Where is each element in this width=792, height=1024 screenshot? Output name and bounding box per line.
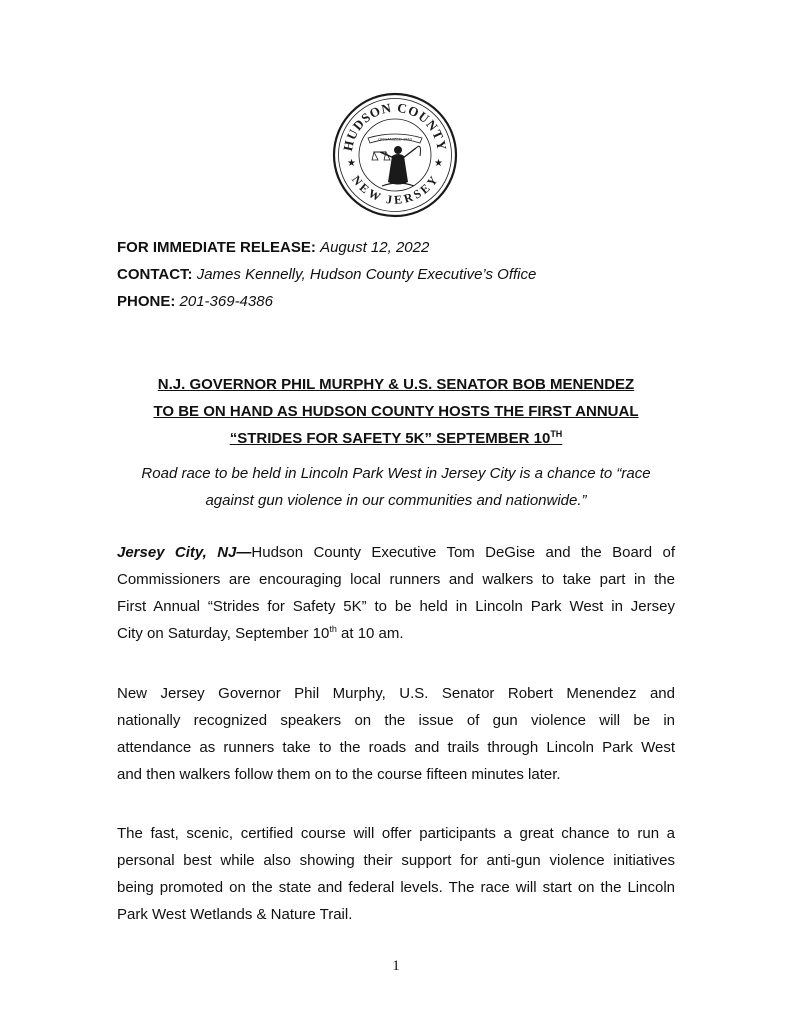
seal-banner-text: ORGANIZED 1840: [378, 136, 412, 142]
contact-row: [117, 261, 677, 288]
paragraph-2-line-3: attendance as runners take to the roads and trails through Lincoln Park West: [117, 739, 675, 756]
paragraph-3-line-4: Park West Wetlands & Nature Trail.: [117, 906, 353, 923]
headline-line-1: N.J. GOVERNOR PHIL MURPHY & U.S. SENATOR BOB MENENDEZ: [157, 376, 635, 393]
headline-line-2: TO BE ON HAND AS HUDSON COUNTY HOSTS THE FIRST ANNUAL: [153, 403, 639, 420]
paragraph-3-line-2: personal best while also showing their support for anti-gun violence initiatives: [117, 852, 675, 869]
headline: [96, 371, 696, 452]
paragraph-3-line-1: The fast, scenic, certified course will offer participants a great chance to run a: [117, 825, 675, 842]
subheadline: [96, 460, 696, 514]
dateline: Jersey City, NJ—: [117, 544, 252, 561]
paragraph-1-line-4-sup: th: [329, 624, 337, 634]
release-date: August 12, 2022: [320, 239, 430, 256]
paragraph-2-line-2: nationally recognized speakers on the issue of gun violence will be in: [117, 712, 675, 729]
hudson-county-seal-icon: [332, 92, 458, 218]
phone-row: [117, 288, 677, 315]
contact-block: [117, 234, 677, 315]
release-row: [117, 234, 677, 261]
release-label: FOR IMMEDIATE RELEASE:: [117, 239, 316, 256]
seal-star-left-icon: ★: [347, 158, 356, 169]
page-number: 1: [392, 958, 400, 974]
seal-justice-figure-icon: [372, 146, 421, 186]
subheadline-line-1: Road race to be held in Lincoln Park West in Jersey City is a chance to “race: [141, 465, 651, 482]
contact-value: James Kennelly, Hudson County Executive’s Office: [196, 266, 537, 283]
paragraph-2-line-4: and then walkers follow them on to the course fifteen minutes later.: [117, 766, 561, 783]
seal-star-right-icon: ★: [434, 158, 443, 169]
phone-value: 201-369-4386: [179, 293, 273, 310]
seal-bottom-text: NEW JERSEY: [349, 172, 441, 207]
headline-line-3-text: “STRIDES FOR SAFETY 5K” SEPTEMBER 10: [229, 430, 551, 447]
paragraph-2: [117, 680, 675, 788]
paragraph-1: [117, 539, 675, 647]
headline-line-3: [230, 430, 563, 447]
paragraph-1-line-3: First Annual “Strides for Safety 5K” to be held in Lincoln Park West in Jersey: [117, 598, 675, 615]
paragraph-1-line-2: Commissioners are encouraging local runners and walkers to take part in the: [117, 571, 675, 588]
paragraph-1-line-4b: at 10 am.: [336, 625, 404, 642]
paragraph-1-line-1: Hudson County Executive Tom DeGise and the Board of: [251, 544, 675, 561]
paragraph-3: [117, 820, 675, 928]
contact-label: CONTACT:: [117, 266, 193, 283]
phone-label: PHONE:: [117, 293, 176, 310]
paragraph-2-line-1: New Jersey Governor Phil Murphy, U.S. Senator Robert Menendez and: [117, 685, 675, 702]
seal-top-text: HUDSON COUNTY: [340, 99, 450, 153]
subheadline-line-2: against gun violence in our communities and nationwide.”: [205, 492, 587, 509]
paragraph-1-line-4a: City on Saturday, September 10: [117, 625, 330, 642]
paragraph-3-line-3: being promoted on the state and federal levels. The race will start on the Lincoln: [117, 879, 675, 896]
headline-line-3-sup: TH: [550, 429, 563, 439]
